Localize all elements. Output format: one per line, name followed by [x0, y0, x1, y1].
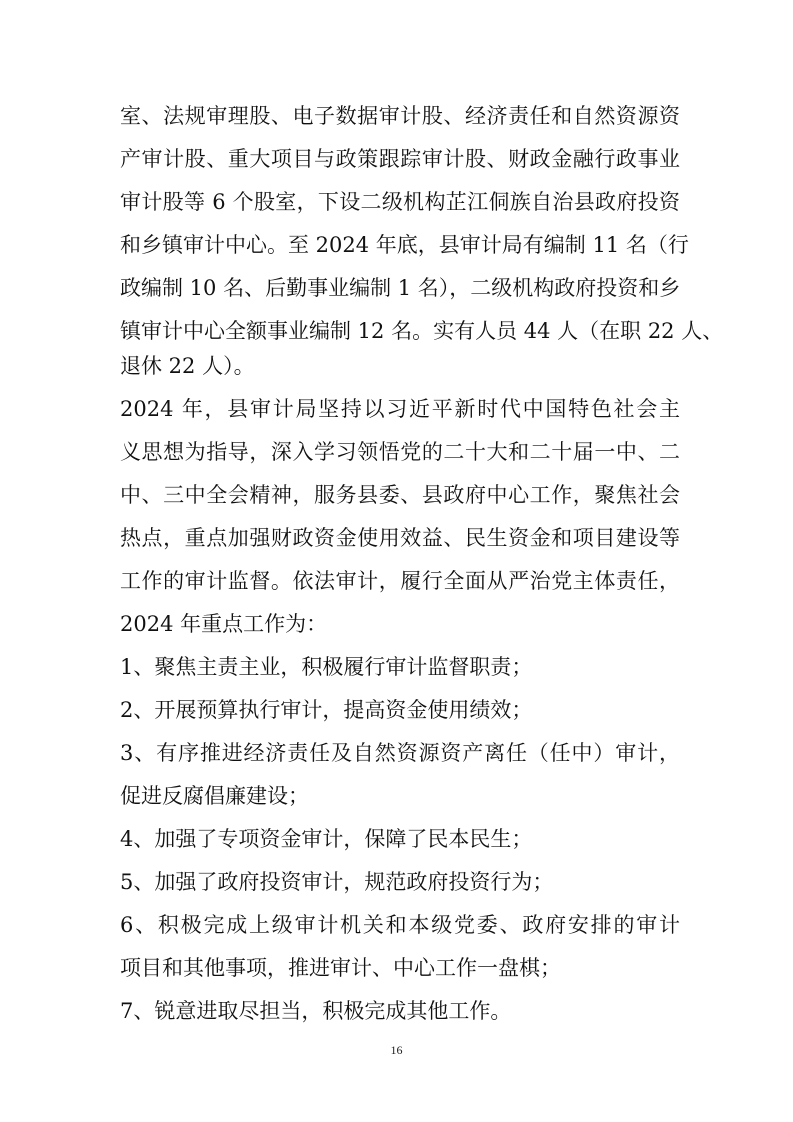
page-number: 16 — [390, 1043, 403, 1057]
text-line: 5、加强了政府投资审计，规范政府投资行为； — [120, 870, 554, 894]
text-line: 工作的审计监督。依法审计，履行全面从严治党主体责任， — [120, 569, 680, 593]
text-line: 热点，重点加强财政资金使用效益、民生资金和项目建设等 — [120, 526, 680, 550]
text-line: 退休 22 人）。 — [120, 354, 255, 378]
text-line: 室、法规审理股、电子数据审计股、经济责任和自然资源资 — [120, 104, 680, 128]
text-line: 2024 年，县审计局坚持以习近平新时代中国特色社会主 — [120, 397, 680, 421]
text-line: 中、三中全会精神，服务县委、县政府中心工作，聚焦社会 — [120, 483, 680, 507]
text-line: 2、开展预算执行审计，提高资金使用绩效； — [120, 698, 533, 722]
text-line: 义思想为指导，深入学习领悟党的二十大和二十届一中、二 — [120, 440, 680, 464]
text-line: 镇审计中心全额事业编制 12 名。实有人员 44 人（在职 22 人、 — [120, 319, 724, 343]
text-line: 促进反腐倡廉建设； — [120, 784, 309, 808]
text-line: 产审计股、重大项目与政策跟踪审计股、财政金融行政事业 — [120, 147, 680, 171]
text-line: 4、加强了专项资金审计，保障了民本民生； — [120, 827, 533, 851]
text-line: 6、积极完成上级审计机关和本级党委、政府安排的审计 — [120, 913, 680, 937]
text-line: 项目和其他事项，推进审计、中心工作一盘棋； — [120, 956, 561, 980]
text-line: 和乡镇审计中心。至 2024 年底，县审计局有编制 11 名（行 — [120, 233, 689, 257]
text-line: 政编制 10 名、后勤事业编制 1 名），二级机构政府投资和乡 — [120, 276, 681, 300]
text-line: 7、锐意进取尽担当，积极完成其他工作。 — [120, 999, 512, 1023]
text-line: 1、聚焦主责主业，积极履行审计监督职责； — [120, 655, 533, 679]
text-line: 2024 年重点工作为： — [120, 612, 328, 636]
text-line: 审计股等 6 个股室，下设二级机构芷江侗族自治县政府投资 — [120, 190, 680, 214]
text-line: 3、有序推进经济责任及自然资源资产离任（任中）审计， — [120, 741, 680, 765]
